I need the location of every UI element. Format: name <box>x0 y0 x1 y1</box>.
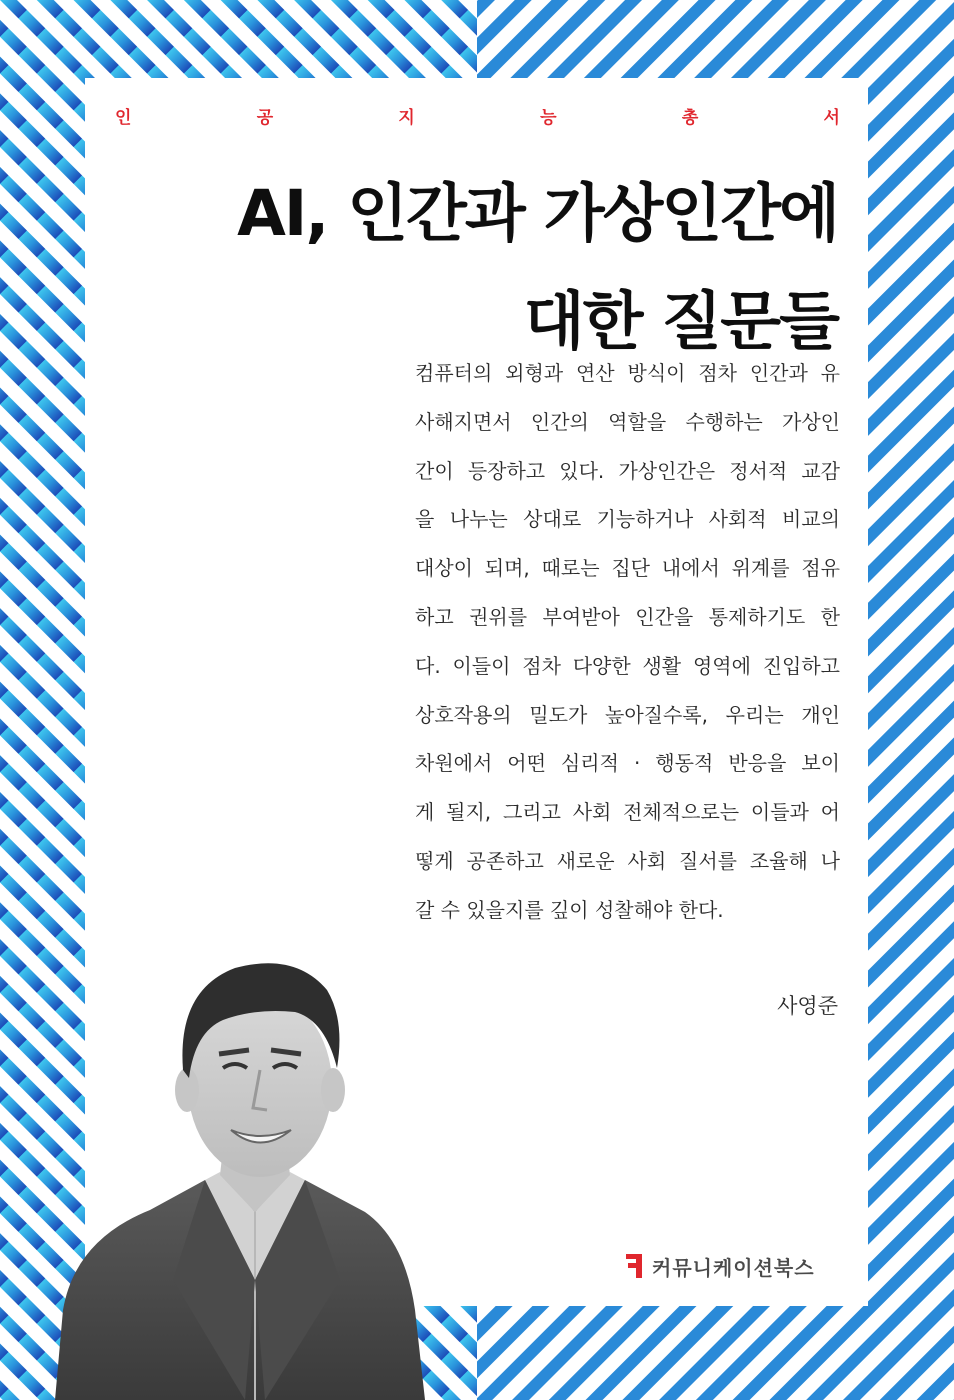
series-label <box>115 100 840 130</box>
description-line: 하고 권위를 부여받아 인간을 통제하기도 한 <box>415 604 840 629</box>
description-line: 다. 이들이 점차 다양한 생활 영역에 진입하고 <box>415 653 840 678</box>
book-title <box>118 160 838 376</box>
description-line: 게 될지, 그리고 사회 전체적으로는 이들과 어 <box>415 800 840 825</box>
title-line: AI, 인간과 가상인간에 <box>237 177 838 250</box>
description-line: 대상이 되며, 때로는 집단 내에서 위계를 점유 <box>415 556 840 581</box>
publisher-logo <box>624 1250 815 1282</box>
description-line: 차원에서 어떤 심리적 · 행동적 반응을 보이 <box>415 751 840 776</box>
series-char: 서 <box>823 107 840 128</box>
series-char: 지 <box>398 107 415 128</box>
author-name: 사영준 <box>777 994 838 1018</box>
series-char: 능 <box>540 107 557 128</box>
title-line: 대한 질문들 <box>523 285 838 358</box>
description-line: 사해지면서 인간의 역할을 수행하는 가상인 <box>415 409 840 434</box>
publisher-mark-icon <box>624 1252 646 1280</box>
author-photo <box>55 950 455 1400</box>
description-line: 갈 수 있을지를 깊이 성찰해야 한다. <box>415 897 724 922</box>
series-char: 공 <box>256 107 274 128</box>
series-char: 인 <box>115 107 132 128</box>
description-line: 을 나누는 상대로 기능하거나 사회적 비교의 <box>415 507 840 532</box>
description-line: 컴퓨터의 외형과 연산 방식이 점차 인간과 유 <box>415 361 840 385</box>
description-line: 간이 등장하고 있다. 가상인간은 정서적 교감 <box>415 458 840 483</box>
book-description <box>415 349 840 935</box>
series-char: 총 <box>681 107 699 128</box>
description-line: 상호작용의 밀도가 높아질수록, 우리는 개인 <box>415 702 840 727</box>
description-line: 떻게 공존하고 새로운 사회 질서를 조율해 나 <box>415 848 840 873</box>
publisher-name: 커뮤니케이션북스 <box>652 1255 815 1280</box>
